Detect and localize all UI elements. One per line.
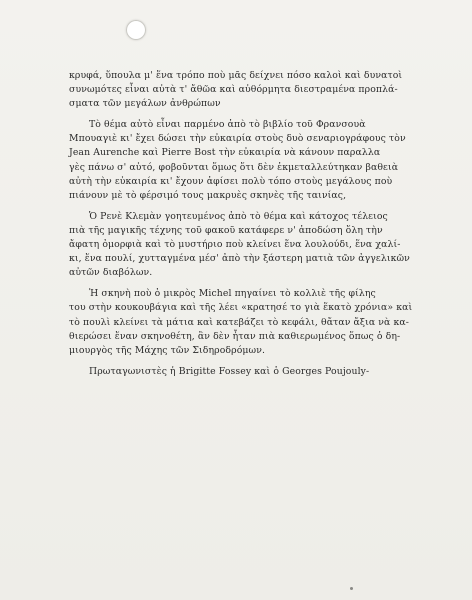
text-line: Μπουαγιὲ κι' ἔχει δώσει τὴν εὐκαιρία στοὺς δυὸ σεναριογράφους τὸν [69, 133, 406, 145]
text-line: κρυφά, ὕπουλα μ' ἕνα τρόπο ποὺ μᾶς δείχνει πόσο καλοὶ καὶ δυνατοὶ [69, 70, 403, 81]
paragraph [69, 365, 453, 379]
text-line: Πρωταγωνιστὲς ἡ Brigitte Fossey καὶ ὁ Georges Poujouly- [89, 365, 370, 377]
text-line: μιουργὸς τῆς Μάχης τῶν Σιδηροδρόμων. [69, 344, 266, 356]
text-line: του στὴν κουκουβάγια καὶ τῆς λέει «κρατησέ το γιὰ ἕκατὸ χρόνια» καὶ [69, 302, 413, 314]
text-line: συνωμότες εἶναι αὐτὰ τ' ἄθῶα καὶ αὐθόρμητα διεστραμένα προπλά- [69, 84, 398, 96]
paper-speck [350, 587, 353, 590]
text-line: Ὁ Ρενὲ Κλεμὰν γοητευμένος ἀπὸ τὸ θέμα καὶ κάτοχος τέλειος [89, 210, 388, 222]
paragraph [69, 287, 453, 357]
text-line: Τὸ θέμα αὐτὸ εἶναι παρμένο ἀπὸ τὸ βιβλίο τοῦ Φρανσουὰ [89, 119, 366, 131]
paragraph [69, 118, 453, 203]
text-line: πιὰ τῆς μαγικῆς τέχνης τοῦ φακοῦ κατάφερε ν' ἀποδώση ὅλη τὴν [69, 224, 383, 236]
text-line: θιερώσει ἕναν σκηνοθέτη, ἂν δὲν ἦταν πιὰ καθιερωμένος ὅπως ὁ δη- [69, 330, 401, 342]
text-line: πιάνουν μὲ τὸ φέρσιμό τους μακρυὲς σκηνὲς τῆς ταινίας, [69, 189, 347, 201]
text-line: ἄφατη ὀμορφιὰ καὶ τὸ μυστήριο ποὺ κλείνει ἕνα λουλούδι, ἕνα χαλί- [69, 239, 401, 251]
text-line: αὐτὴ τὴν εὐκαιρία κι' ἔχουν ἀφίσει πολὺ τόπο στοὺς μεγάλους ποὺ [69, 175, 393, 187]
paragraph [69, 69, 453, 111]
text-line: Ἡ σκηνὴ ποὺ ὁ μικρὸς Michel πηγαίνει τὸ κολλιὲ τῆς φίλης [89, 288, 376, 300]
text-line: Jean Aurenche καὶ Pierre Bost τὴν εὐκαιρία νὰ κάνουν παραλλα [69, 147, 381, 159]
text-line: κι, ἕνα πουλί, χυτταγμένα μέσ' ἀπὸ τὴν ξάστερη ματιὰ τῶν ἀγγελικῶν [69, 253, 410, 265]
paragraph [69, 210, 453, 280]
body-text [69, 69, 453, 386]
text-line: αὐτῶν διαβόλων. [69, 267, 153, 279]
text-line: σματα τῶν μεγάλων ἀνθρώπων [69, 98, 221, 110]
text-line: τὸ πουλὶ κλείνει τὰ μάτια καὶ κατεβάζει τὸ κεφάλι, θἄταν ἄξια νὰ κα- [69, 316, 409, 328]
punch-hole [126, 20, 146, 40]
text-line: γὲς πάνω σ' αὐτό, φοβοῦνται ὅμως ὅτι δὲν ἐκμεταλλεύτηκαν βαθειὰ [69, 161, 399, 173]
